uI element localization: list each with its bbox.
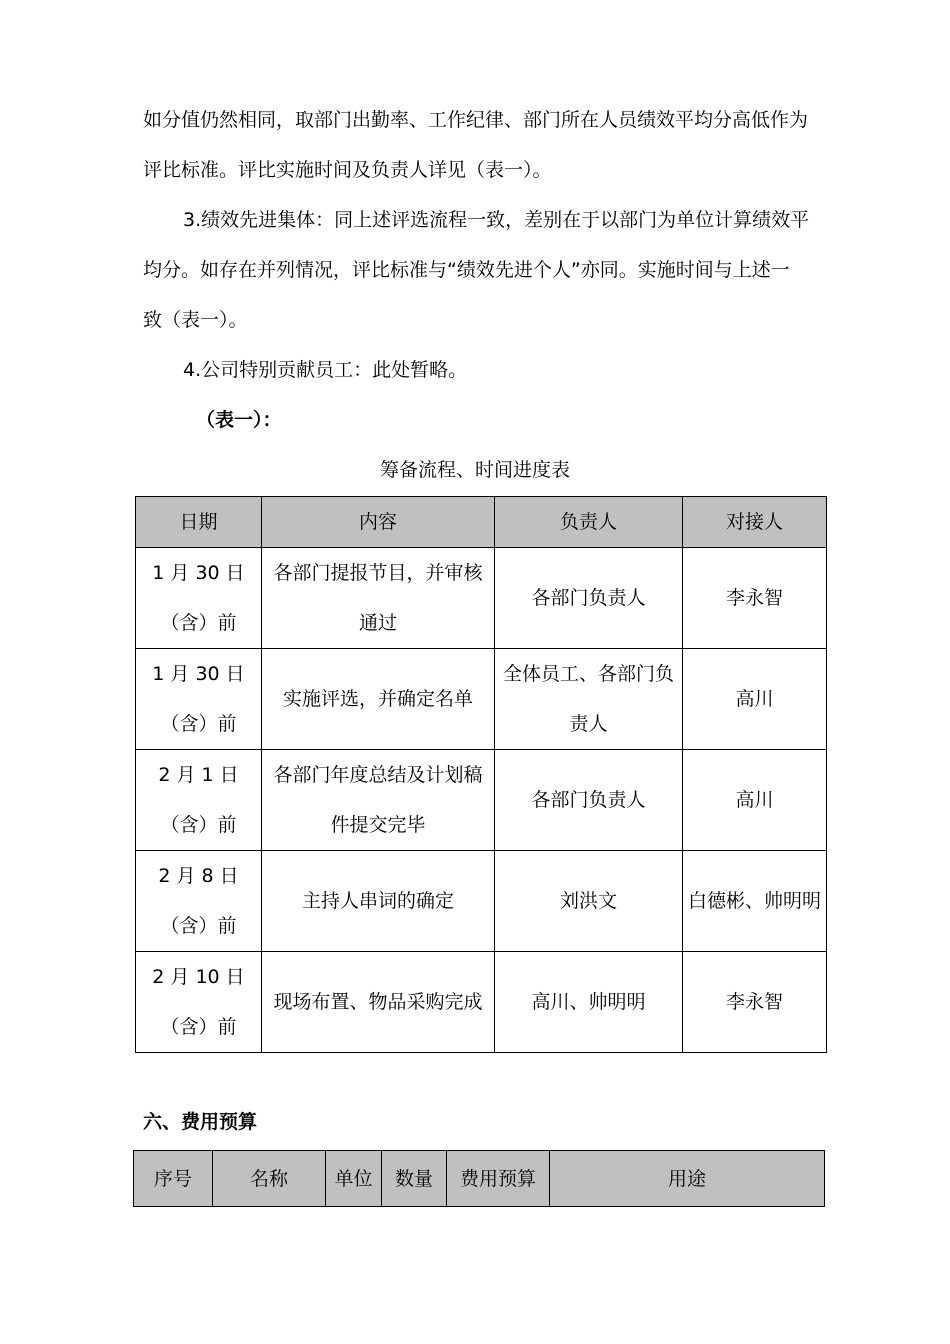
contact-cell: 高川 bbox=[683, 750, 827, 851]
table-row bbox=[136, 851, 827, 952]
content-cell bbox=[262, 851, 495, 952]
date-line: 1 月 30 日 bbox=[152, 562, 245, 584]
date-line: （含）前 bbox=[160, 713, 237, 735]
date-line: 2 月 8 日 bbox=[158, 865, 239, 887]
date-cell bbox=[136, 649, 262, 750]
date-line: （含）前 bbox=[160, 915, 237, 937]
date-line: 2 月 10 日 bbox=[152, 966, 245, 988]
content-line: 现场布置、物品采购完成 bbox=[273, 991, 483, 1013]
header-contact: 对接人 bbox=[683, 497, 827, 548]
contact-cell: 白德彬、帅明明 bbox=[683, 851, 827, 952]
section-heading: 六、费用预算 bbox=[143, 1111, 258, 1133]
header-content: 内容 bbox=[262, 497, 495, 548]
header-date: 日期 bbox=[136, 497, 262, 548]
date-line: （含）前 bbox=[160, 1016, 237, 1038]
content-line: 各部门年度总结及计划稿 bbox=[273, 764, 483, 786]
content-line: 各部门提报节目，并审核 bbox=[273, 562, 483, 584]
contact-cell: 高川 bbox=[683, 649, 827, 750]
content-cell bbox=[262, 750, 495, 851]
content-cell bbox=[262, 952, 495, 1053]
table-row bbox=[136, 548, 827, 649]
owner-cell bbox=[495, 750, 683, 851]
paragraph-line: 致（表一）。 bbox=[143, 309, 248, 331]
owner-cell bbox=[495, 952, 683, 1053]
table-reference: （表一）： bbox=[196, 409, 282, 431]
owner-line: 责人 bbox=[569, 713, 608, 735]
contact-cell: 李永智 bbox=[683, 952, 827, 1053]
table-row bbox=[136, 750, 827, 851]
header-unit: 单位 bbox=[326, 1151, 382, 1207]
owner-line: 各部门负责人 bbox=[531, 789, 646, 811]
paragraph-line: 评比标准。评比实施时间及负责人详见（表一）。 bbox=[143, 159, 552, 181]
header-index: 序号 bbox=[134, 1151, 213, 1207]
header-purpose: 用途 bbox=[550, 1151, 825, 1207]
owner-line: 各部门负责人 bbox=[531, 587, 646, 609]
content-cell bbox=[262, 649, 495, 750]
owner-line: 高川、帅明明 bbox=[531, 991, 646, 1013]
paragraph-line: 均分。如存在并列情况，评比标准与“绩效先进个人”亦同。实施时间与上述一 bbox=[143, 259, 790, 281]
contact-cell: 李永智 bbox=[683, 548, 827, 649]
content-line: 通过 bbox=[358, 612, 397, 634]
header-quantity: 数量 bbox=[382, 1151, 447, 1207]
date-cell bbox=[136, 851, 262, 952]
owner-line: 全体员工、各部门负 bbox=[502, 663, 674, 685]
date-line: 2 月 1 日 bbox=[158, 764, 239, 786]
content-line: 主持人串词的确定 bbox=[301, 890, 454, 912]
date-line: （含）前 bbox=[160, 814, 237, 836]
date-cell bbox=[136, 548, 262, 649]
header-budget: 费用预算 bbox=[447, 1151, 550, 1207]
schedule-table bbox=[135, 496, 827, 1053]
date-cell bbox=[136, 750, 262, 851]
owner-cell bbox=[495, 548, 683, 649]
table-caption: 筹备流程、时间进度表 bbox=[379, 459, 570, 481]
table-row bbox=[136, 952, 827, 1053]
content-line: 实施评选，并确定名单 bbox=[282, 688, 473, 710]
content-cell bbox=[262, 548, 495, 649]
paragraph-line: 如分值仍然相同，取部门出勤率、工作纪律、部门所在人员绩效平均分高低作为 bbox=[143, 109, 809, 131]
date-line: （含）前 bbox=[160, 612, 237, 634]
budget-table bbox=[133, 1150, 825, 1207]
header-owner: 负责人 bbox=[495, 497, 683, 548]
table-header-row bbox=[134, 1151, 825, 1207]
owner-line: 刘洪文 bbox=[559, 890, 617, 912]
content-line: 件提交完毕 bbox=[330, 814, 426, 836]
owner-cell bbox=[495, 851, 683, 952]
date-cell bbox=[136, 952, 262, 1053]
paragraph-line: 4.公司特别贡献员工：此处暂略。 bbox=[183, 359, 468, 381]
table-row bbox=[136, 649, 827, 750]
table-header-row bbox=[136, 497, 827, 548]
date-line: 1 月 30 日 bbox=[152, 663, 245, 685]
paragraph-line: 3.绩效先进集体：同上述评选流程一致，差别在于以部门为单位计算绩效平 bbox=[183, 209, 810, 231]
header-name: 名称 bbox=[213, 1151, 326, 1207]
owner-cell bbox=[495, 649, 683, 750]
